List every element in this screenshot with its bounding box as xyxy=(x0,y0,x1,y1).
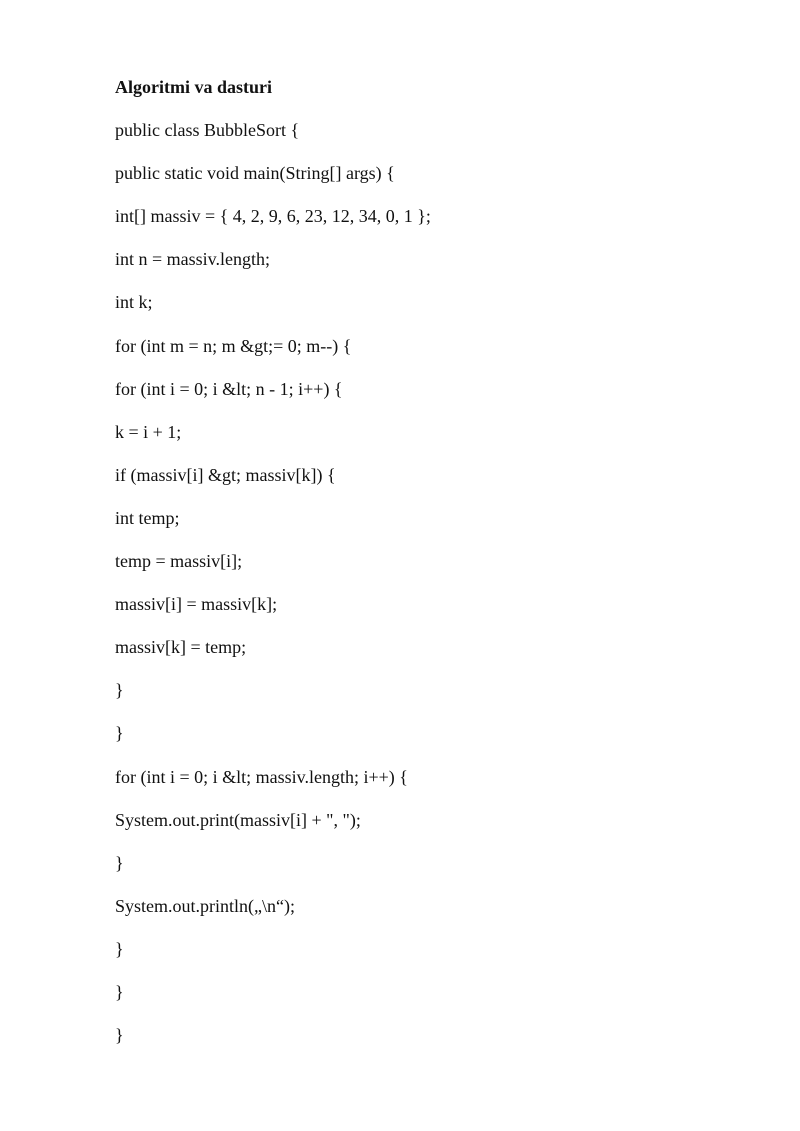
code-line: massiv[k] = temp; xyxy=(115,637,247,658)
document-title: Algoritmi va dasturi xyxy=(115,77,272,97)
code-line: public static void main(String[] args) { xyxy=(115,163,395,184)
code-line: for (int i = 0; i &lt; massiv.length; i++) { xyxy=(115,766,408,787)
code-line: } xyxy=(115,852,124,873)
code-line: public class BubbleSort { xyxy=(115,120,300,141)
code-line: int[] massiv = { 4, 2, 9, 6, 23, 12, 34, 0, 1 }; xyxy=(115,206,431,227)
code-line: int k; xyxy=(115,292,153,313)
code-line: temp = massiv[i]; xyxy=(115,551,243,572)
code-line: int n = massiv.length; xyxy=(115,249,270,270)
document-body xyxy=(115,72,755,1063)
code-line: massiv[i] = massiv[k]; xyxy=(115,594,278,615)
code-line: int temp; xyxy=(115,507,180,528)
code-line: for (int m = n; m &gt;= 0; m--) { xyxy=(115,335,352,356)
code-line: } xyxy=(115,1025,124,1046)
code-listing xyxy=(115,115,755,1050)
code-line: } xyxy=(115,680,124,701)
code-line: System.out.println(„\n“); xyxy=(115,895,295,916)
code-line: System.out.print(massiv[i] + ", "); xyxy=(115,809,361,830)
code-line: } xyxy=(115,723,124,744)
code-line: if (massiv[i] &gt; massiv[k]) { xyxy=(115,464,336,485)
code-line: } xyxy=(115,981,124,1002)
code-line: for (int i = 0; i &lt; n - 1; i++) { xyxy=(115,378,343,399)
code-line: } xyxy=(115,938,124,959)
code-line: k = i + 1; xyxy=(115,421,182,442)
